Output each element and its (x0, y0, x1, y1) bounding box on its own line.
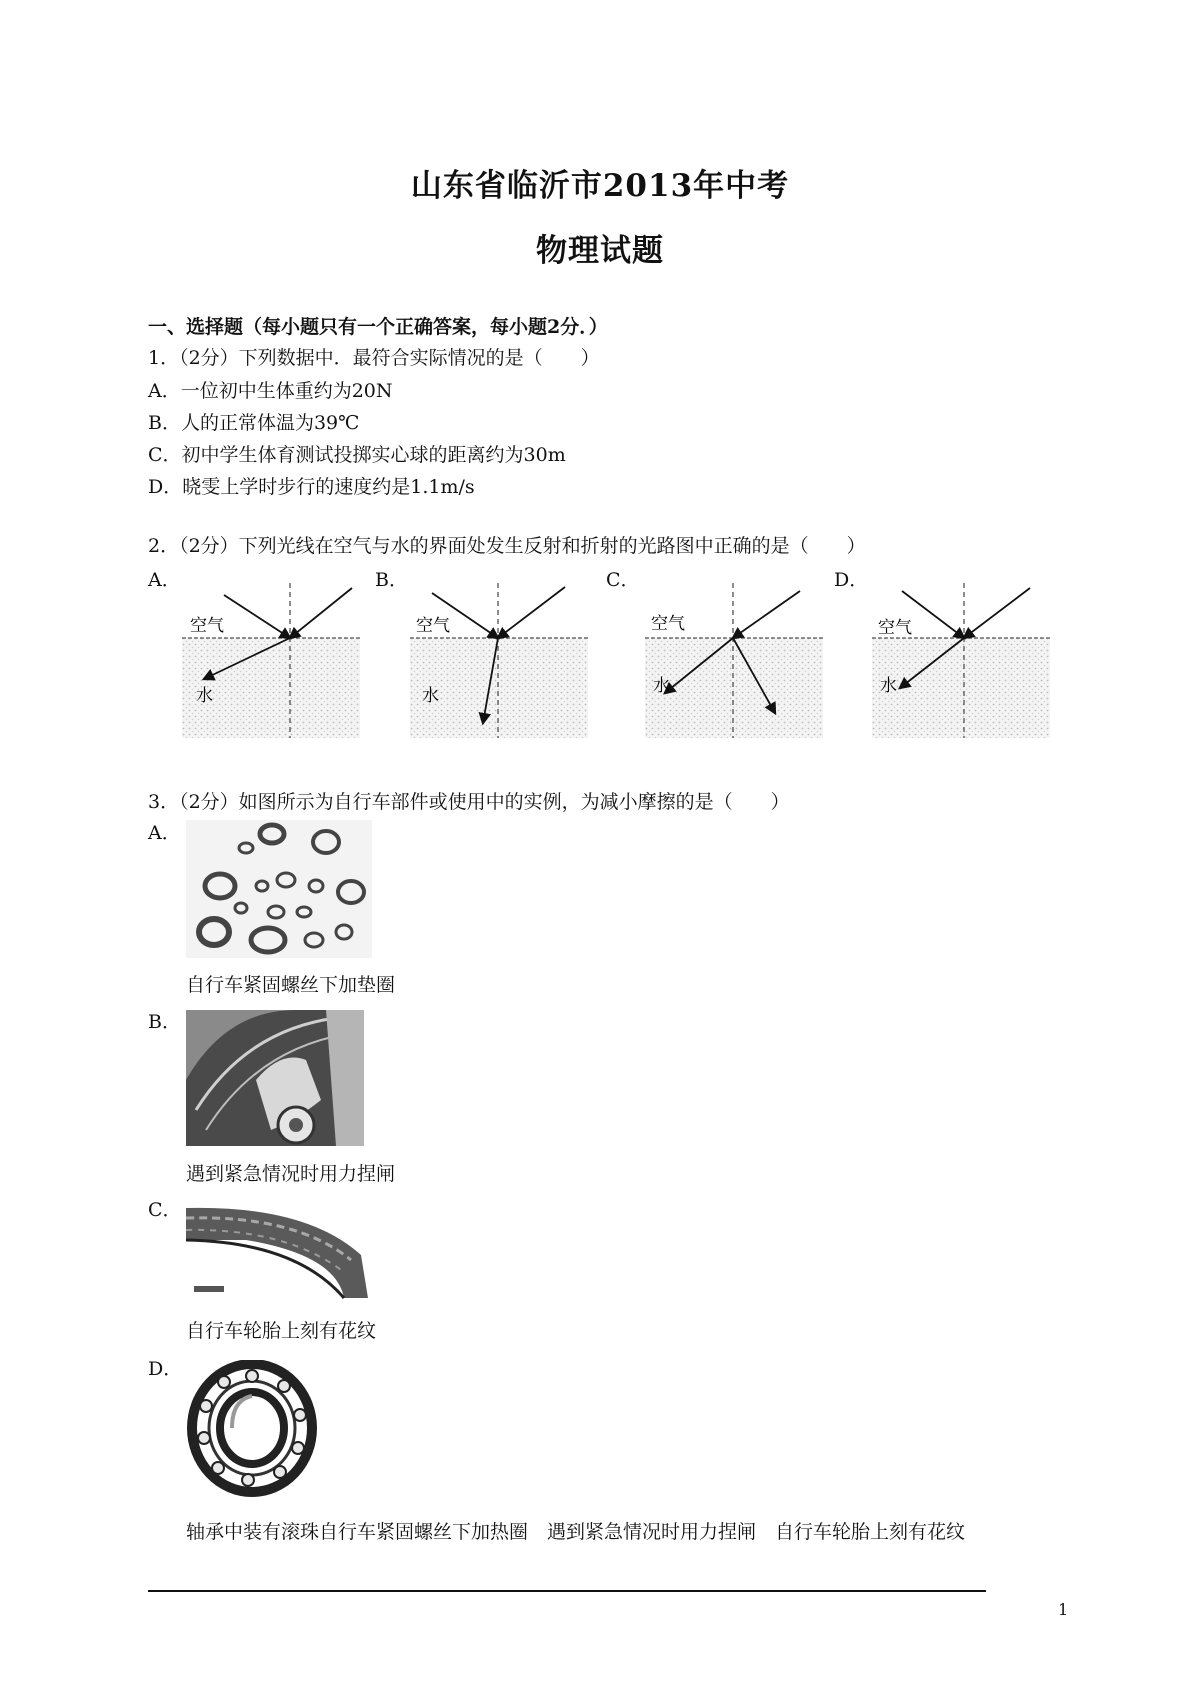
question-2-letter-d: D． (834, 569, 869, 591)
air-label: 空气 (190, 616, 224, 636)
question-3-caption-d: 轴承中装有滚珠自行车紧固螺丝下加热圈 遇到紧急情况时用力捏闸 自行车轮胎上刻有花纹 (186, 1521, 966, 1543)
water-label: 水 (196, 686, 213, 706)
light-path-diagram-b (410, 583, 588, 738)
question-3-letter-c: C． (148, 1199, 182, 1221)
page-subtitle: 物理试题 (536, 233, 664, 269)
question-2-letter-c: C． (606, 569, 640, 591)
question-3-caption-a: 自行车紧固螺丝下加垫圈 (186, 974, 396, 996)
question-1-option-c: C．初中学生体育测试投掷实心球的距离约为30m (148, 444, 566, 466)
water-label: 水 (880, 676, 897, 696)
question-3-letter-a: A． (148, 822, 181, 844)
question-3-letter-b: B． (148, 1011, 181, 1033)
light-path-diagram-a (182, 583, 360, 738)
light-path-diagram-c (645, 583, 823, 738)
ball-bearing-image (186, 1360, 322, 1500)
section-heading: 一、选择题（每小题只有一个正确答案，每小题2分．） (148, 316, 608, 338)
question-1-option-d: D．晓雯上学时步行的速度约是1.1m/s (148, 476, 475, 498)
question-2-stem: 2．（2分）下列光线在空气与水的界面处发生反射和折射的光路图中正确的是（ ） (148, 535, 866, 557)
page-title: 山东省临沂市2013年中考 (410, 168, 790, 204)
tire-tread-image (186, 1200, 376, 1302)
light-path-diagram-d (872, 583, 1050, 738)
question-1-option-b: B．人的正常体温为39℃ (148, 412, 360, 434)
question-3-stem: 3．（2分）如图所示为自行车部件或使用中的实例，为减小摩擦的是（ ） (148, 791, 790, 813)
air-label: 空气 (878, 618, 912, 638)
air-label: 空气 (416, 616, 450, 636)
question-2-letter-b: B． (375, 569, 408, 591)
question-3-caption-c: 自行车轮胎上刻有花纹 (186, 1320, 377, 1342)
question-1-option-a: A．一位初中生体重约为20N (148, 380, 393, 402)
page-number: 1 (1058, 1600, 1069, 1619)
question-1-stem: 1．（2分）下列数据中．最符合实际情况的是（ ） (148, 347, 600, 369)
question-2-letter-a: A． (148, 569, 181, 591)
question-3-caption-b: 遇到紧急情况时用力捏闸 (186, 1163, 396, 1185)
air-label: 空气 (651, 614, 685, 634)
question-3-letter-d: D． (148, 1358, 183, 1380)
brake-lever-image (186, 1010, 364, 1146)
footer-rule (148, 1590, 986, 1592)
washers-image (186, 820, 372, 958)
water-label: 水 (422, 686, 439, 706)
water-label: 水 (653, 676, 670, 696)
